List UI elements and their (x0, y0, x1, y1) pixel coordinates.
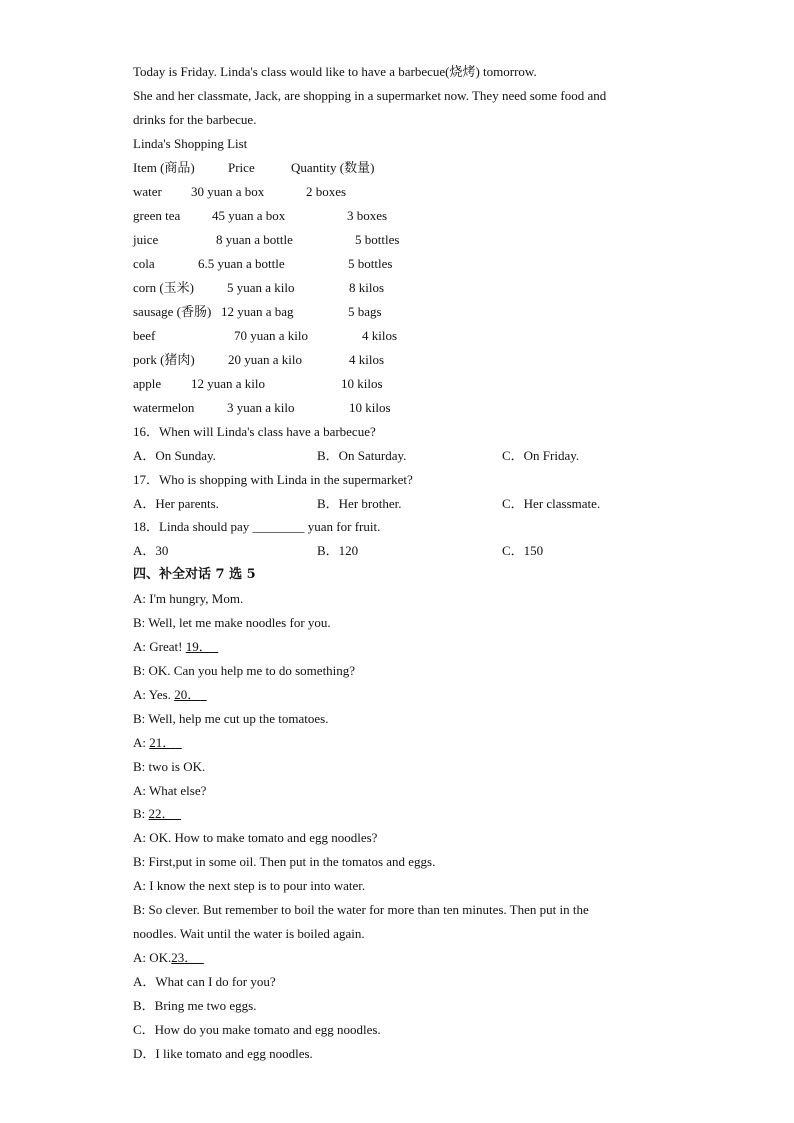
question-17: 17．Who is shopping with Linda in the supermarket? (133, 472, 413, 487)
dialogue-text: B: Well, help me cut up the tomatoes. (133, 711, 329, 726)
row-quantity: 5 bags (348, 304, 382, 319)
dialogue-line (133, 591, 243, 607)
section-title: 四、补全对话 7 选 5 (133, 567, 256, 582)
option-c: C．150 (502, 543, 544, 558)
dialogue-text: A: I'm hungry, Mom. (133, 591, 244, 606)
blank-21[interactable]: 21． (149, 735, 176, 750)
intro-line-3: drinks for the barbecue. (133, 112, 257, 127)
dialogue-text: B: two is OK. (133, 759, 206, 774)
dialogue-text: noodles. Wait until the water is boiled again. (133, 926, 365, 941)
option-c: C．On Friday. (502, 448, 580, 463)
row-quantity: 4 kilos (362, 328, 398, 343)
dialogue-line (133, 902, 589, 918)
shopping-list-title: Linda's Shopping List (133, 136, 248, 151)
dialogue-text: A: I know the next step is to pour into water. (133, 878, 366, 893)
intro-line-1: Today is Friday. Linda's class would like to have a barbecue(烧烤) tomorrow. (133, 64, 537, 79)
row-quantity: 8 kilos (349, 280, 385, 295)
dialogue-line (133, 806, 181, 822)
choice-b: B．Bring me two eggs. (133, 998, 257, 1013)
row-quantity: 5 bottles (348, 256, 393, 271)
dialogue-text: A: (133, 735, 150, 750)
row-quantity: 2 boxes (306, 184, 347, 199)
row-quantity: 5 bottles (355, 232, 400, 247)
blank-23[interactable]: 23． (171, 950, 198, 965)
dialogue-text: A: Yes. (133, 687, 175, 702)
dialogue-line (133, 663, 355, 679)
dialogue-line (133, 759, 205, 775)
row-item: sausage (香肠) (133, 304, 212, 319)
row-price: 8 yuan a bottle (216, 232, 293, 247)
option-c: C．Her classmate. (502, 496, 601, 511)
dialogue-line (133, 639, 218, 655)
dialogue-text: B: Well, let me make noodles for you. (133, 615, 331, 630)
row-price: 30 yuan a box (191, 184, 265, 199)
dialogue-line (133, 615, 331, 631)
choice-d: D．I like tomato and egg noodles. (133, 1046, 313, 1061)
question-16: 16．When will Linda's class have a barbecue? (133, 424, 376, 439)
row-item: watermelon (133, 400, 195, 415)
row-price: 5 yuan a kilo (227, 280, 295, 295)
row-price: 20 yuan a kilo (228, 352, 303, 367)
blank-19[interactable]: 19． (185, 639, 212, 654)
dialogue-line (133, 950, 204, 966)
header-quantity: Quantity (数量) (291, 160, 375, 175)
header-price: Price (228, 160, 255, 175)
row-quantity: 10 kilos (341, 376, 383, 391)
row-item: pork (猪肉) (133, 352, 195, 367)
row-item: juice (133, 232, 159, 247)
option-a: A．On Sunday. (133, 448, 216, 463)
header-item: Item (商品) (133, 160, 195, 175)
blank-20[interactable]: 20． (174, 687, 201, 702)
dialogue-text: A: Great! (133, 639, 186, 654)
dialogue-text: A: OK. How to make tomato and egg noodles? (133, 830, 378, 845)
dialogue-text: B: So clever. But remember to boil the water for more than ten minutes. Then put in the (133, 902, 589, 917)
intro-line-2: She and her classmate, Jack, are shopping in a supermarket now. They need some food and (133, 88, 607, 103)
row-quantity: 10 kilos (349, 400, 391, 415)
row-price: 70 yuan a kilo (234, 328, 309, 343)
row-price: 12 yuan a bag (221, 304, 294, 319)
question-18: 18．Linda should pay ________ yuan for fruit. (133, 519, 381, 534)
blank-22[interactable]: 22． (148, 806, 175, 821)
dialogue-line (133, 830, 377, 846)
row-quantity: 4 kilos (349, 352, 385, 367)
row-quantity: 3 boxes (347, 208, 388, 223)
row-item: water (133, 184, 162, 199)
dialogue-text: B: First,put in some oil. Then put in the tomatos and eggs. (133, 854, 436, 869)
choice-a: A．What can I do for you? (133, 974, 276, 989)
dialogue-text: A: OK. (133, 950, 172, 965)
dialogue-line (133, 687, 207, 703)
dialogue-line (133, 878, 365, 894)
option-a: A．30 (133, 543, 169, 558)
option-a: A．Her parents. (133, 496, 219, 511)
row-price: 3 yuan a kilo (227, 400, 295, 415)
dialogue-line (133, 735, 182, 751)
dialogue-line (133, 711, 328, 727)
row-item: apple (133, 376, 162, 391)
option-b: B．Her brother. (317, 496, 402, 511)
row-item: beef (133, 328, 156, 343)
row-item: cola (133, 256, 155, 271)
option-b: B．On Saturday. (317, 448, 407, 463)
row-price: 12 yuan a kilo (191, 376, 266, 391)
dialogue-text: B: OK. Can you help me to do something? (133, 663, 356, 678)
dialogue-line (133, 854, 435, 870)
row-item: green tea (133, 208, 181, 223)
dialogue-text: A: What else? (133, 783, 207, 798)
option-b: B．120 (317, 543, 359, 558)
row-price: 6.5 yuan a bottle (198, 256, 285, 271)
row-price: 45 yuan a box (212, 208, 286, 223)
dialogue-line (133, 926, 365, 942)
row-item: corn (玉米) (133, 280, 195, 295)
choice-c: C．How do you make tomato and egg noodles. (133, 1022, 381, 1037)
dialogue-text: B: (133, 806, 149, 821)
dialogue-line (133, 783, 206, 799)
